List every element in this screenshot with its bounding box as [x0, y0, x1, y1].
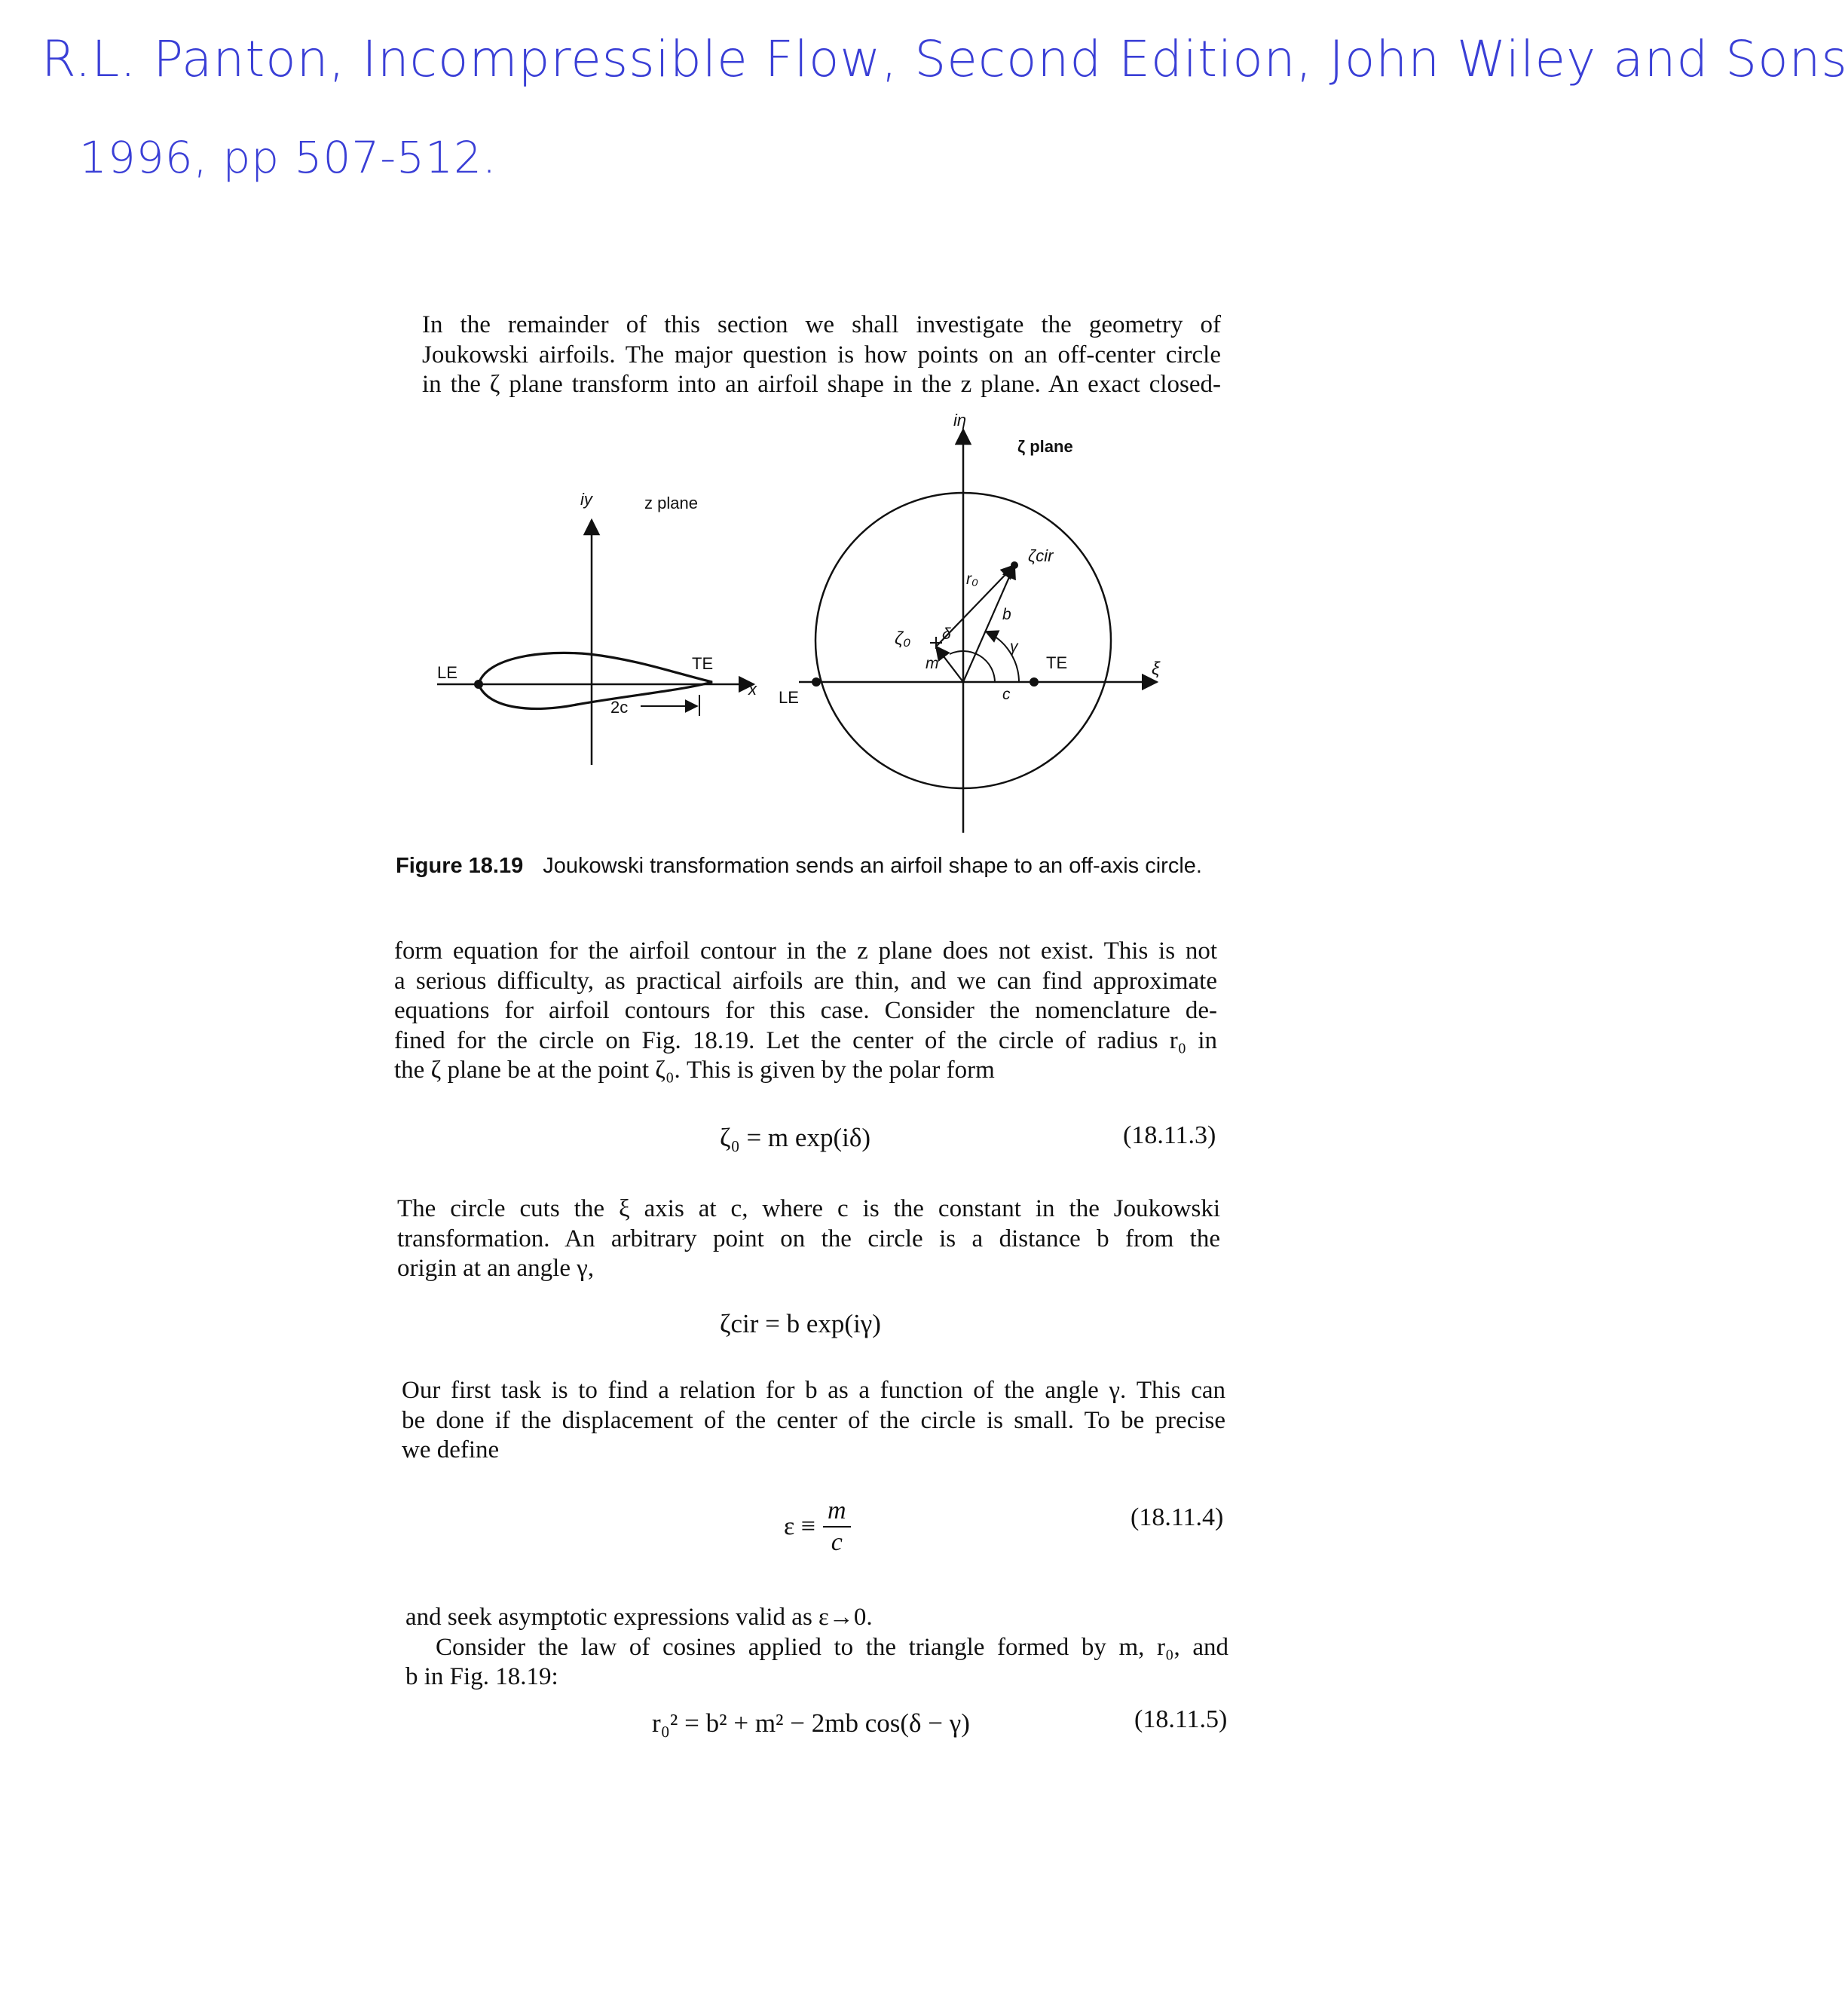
handwritten-reference-line-1: R.L. Panton, Incompressible Flow, Second Edition, John Wiley and Sons [41, 30, 1848, 88]
zeta-plane-le-label: LE [779, 688, 799, 707]
text-line: be done if the displacement of the center of the circle is small. To be precise [402, 1406, 1225, 1434]
equation-lhs: ε ≡ [784, 1512, 815, 1540]
text-line: a serious difficulty, as practical airfoils are thin, and we can find approximate [394, 967, 1217, 995]
zeta-plane-xi-label: ξ [1152, 659, 1160, 679]
zeta-cir-label: ζcir [1028, 546, 1054, 565]
z-plane-le-label: LE [437, 663, 457, 682]
text-line: The circle cuts the ξ axis at c, where c is the constant in the Joukowski [397, 1195, 1220, 1222]
text-line: form equation for the airfoil contour in the z plane does not exist. This is not [394, 937, 1217, 965]
z-plane-diagram [437, 490, 757, 765]
paragraph-circle [397, 1194, 1220, 1284]
figure-joukowski-diagram [422, 411, 1221, 836]
zeta-plane-diagram [779, 411, 1161, 833]
equation-number-18-11-5: (18.11.5) [1134, 1705, 1228, 1733]
text-line: and seek asymptotic expressions valid as ε→0. [405, 1604, 873, 1631]
airfoil-contour [479, 653, 712, 708]
text-line: equations for airfoil contours for this case. Consider the nomenclature de- [394, 997, 1217, 1024]
equation-number-18-11-4: (18.11.4) [1131, 1503, 1224, 1531]
figure-caption [396, 854, 1202, 879]
figure-caption-text: Joukowski transformation sends an airfoil shape to an off-axis circle. [543, 854, 1202, 878]
text-line: Our first task is to find a relation for b as a function of the angle γ. This can [402, 1377, 1225, 1404]
handwritten-reference-line-2: 1996, pp 507-512. [79, 132, 497, 183]
equation-zeta-cir: ζcir = b exp(iγ) [720, 1309, 881, 1338]
zeta-plane-eta-label: iη [953, 411, 967, 430]
z-plane-chord-label: 2c [610, 698, 629, 717]
fraction-numerator: m [823, 1496, 851, 1528]
equation-18-11-5: r₀² = b² + m² − 2mb cos(δ − γ) [652, 1708, 970, 1738]
text-line: Joukowski airfoils. The major question is how points on an off-center circle [422, 341, 1221, 369]
z-plane-te-label: TE [692, 654, 714, 673]
z-plane-le-point [474, 680, 483, 689]
zeta-plane-te-point [1030, 677, 1039, 687]
fraction-denominator: c [831, 1528, 843, 1556]
equation-18-11-3: ζ₀ = m exp(iδ) [720, 1123, 870, 1152]
zeta-plane-title: ζ plane [1017, 437, 1073, 456]
paragraph-seek [405, 1603, 1228, 1693]
equation-18-11-4 [784, 1496, 851, 1558]
r0-label: r₀ [966, 570, 978, 588]
equation-number-18-11-3: (18.11.3) [1123, 1121, 1216, 1149]
zeta-plane-te-label: TE [1046, 653, 1068, 672]
angle-delta-arc [950, 651, 995, 682]
text-line: fined for the circle on Fig. 18.19. Let the center of the circle of radius r₀ in [394, 1026, 1217, 1054]
zeta-plane-le-point [812, 677, 821, 687]
fraction [823, 1496, 851, 1558]
delta-label: δ [942, 625, 951, 643]
zeta-cir-point [1011, 561, 1018, 569]
z-plane-x-label: x [748, 680, 757, 699]
text-line: In the remainder of this section we shall investigate the geometry of [422, 311, 1221, 338]
m-label: m [926, 655, 939, 672]
z-plane-title: z plane [644, 494, 698, 512]
text-line: the ζ plane be at the point ζ₀. This is given by the polar form [394, 1057, 995, 1084]
paragraph-intro [422, 310, 1221, 400]
text-line: Consider the law of cosines applied to the triangle formed by m, r₀, and [436, 1633, 1228, 1661]
z-plane-y-label: iy [580, 490, 592, 509]
gamma-label: γ [1010, 638, 1018, 656]
paragraph-form [394, 937, 1217, 1086]
text-line: origin at an angle γ, [397, 1255, 595, 1282]
text-line: b in Fig. 18.19: [405, 1663, 558, 1690]
text-line: we define [402, 1436, 500, 1463]
text-line: transformation. An arbitrary point on the circle is a distance b from the [397, 1225, 1220, 1252]
b-label: b [1002, 606, 1011, 623]
zeta0-label: ζ₀ [895, 628, 911, 649]
c-label: c [1002, 686, 1011, 703]
paragraph-task [402, 1376, 1225, 1466]
figure-caption-label: Figure 18.19 [396, 854, 524, 878]
text-line: in the ζ plane transform into an airfoil shape in the z plane. An exact closed- [422, 371, 1221, 398]
